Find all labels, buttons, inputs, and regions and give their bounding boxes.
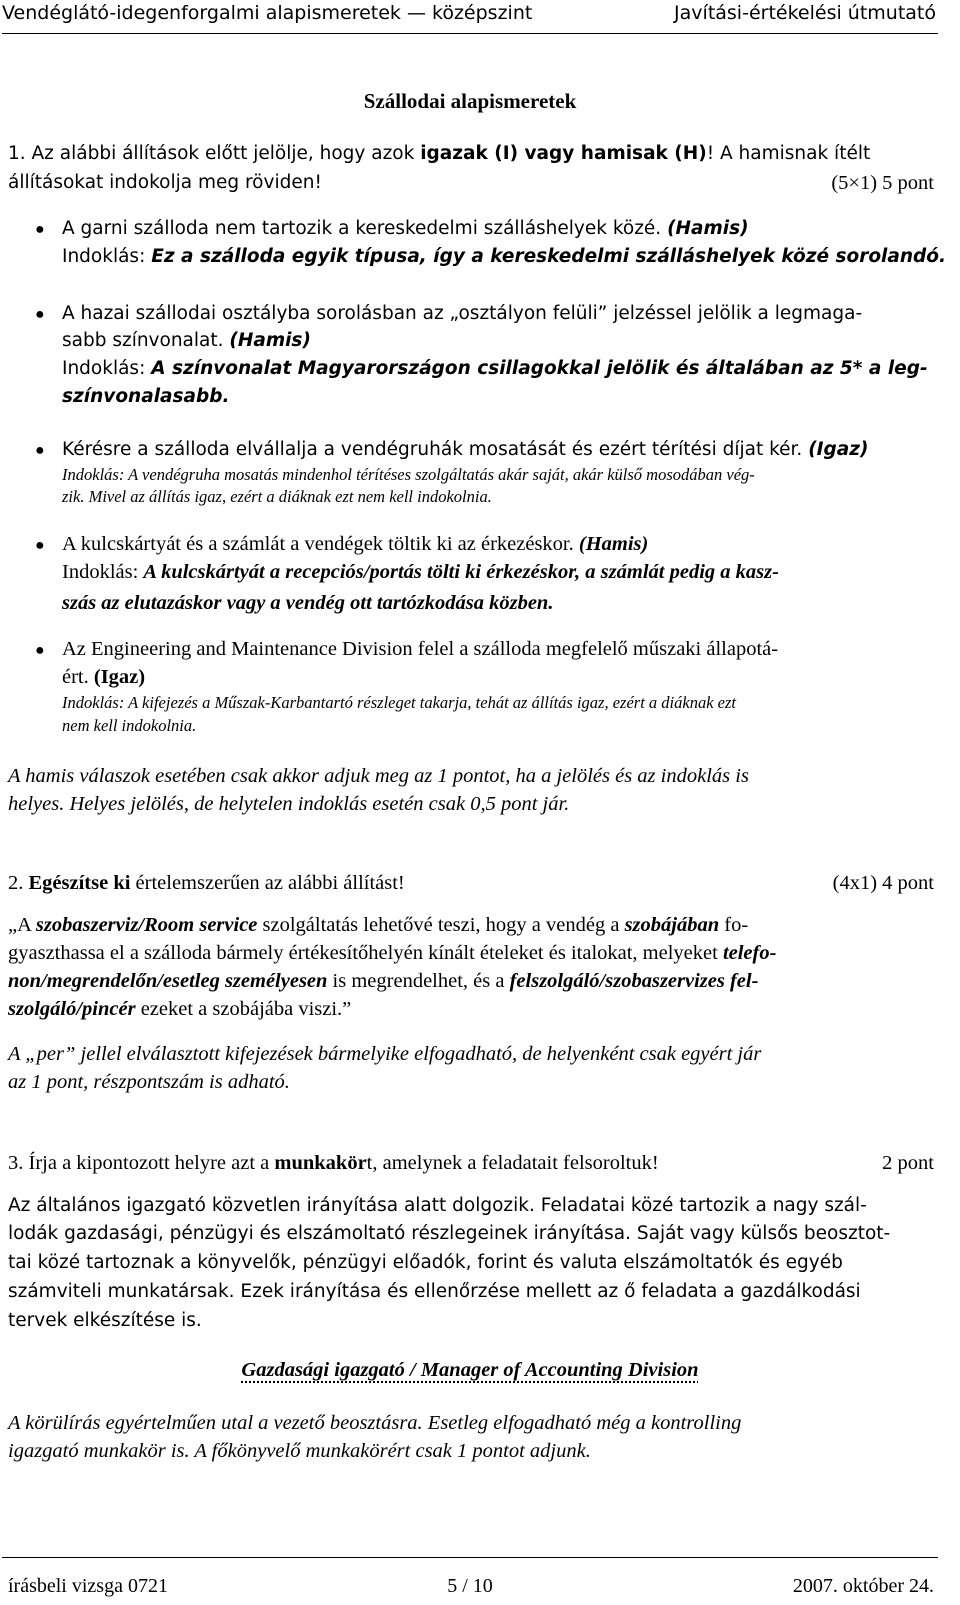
q1-heading-line2: állításokat indokolja meg röviden!: [8, 172, 322, 193]
q2-note: A „per” jellel elválasztott kifejezések bármelyike elfogadható, de helyenként csak egyért jár: [8, 1043, 762, 1065]
footer-left: írásbeli vizsga 0721: [8, 1575, 168, 1597]
header-right: Javítási-értékelési útmutató: [674, 2, 936, 24]
q2-paragraph-line1: „A szobaszerviz/Room service szolgáltatás lehetővé teszi, hogy a vendég a szobájában fo-: [8, 914, 749, 936]
bullet-icon: ●: [35, 306, 45, 323]
q1-item1-reason: Indoklás: Ez a szálloda egyik típusa, így a kereskedelmi szálláshelyek közé sorolandó.: [62, 246, 947, 267]
q2-note-cont: az 1 pont, részpontszám is adható.: [8, 1071, 290, 1093]
q1-item1-statement: A garni szálloda nem tartozik a kereskedelmi szálláshelyek közé. (Hamis): [62, 218, 749, 239]
footer-rule: [2, 1557, 938, 1558]
q1-item4-statement: A kulcskártyát és a számlát a vendégek töltik ki az érkezéskor. (Hamis): [62, 533, 649, 555]
page-header: [0, 0, 940, 36]
bullet-icon: ●: [35, 642, 45, 659]
q1-note-cont: helyes. Helyes jelölés, de helytelen indoklás esetén csak 0,5 pont jár.: [8, 793, 570, 815]
header-left: Vendéglátó-idegenforgalmi alapismeretek — középszint: [2, 2, 533, 24]
q2-heading: 2. Egészítse ki értelemszerűen az alábbi állítást!: [8, 872, 405, 894]
q1-item5-reason: Indoklás: A kifejezés a Műszak-Karbantartó részleget takarja, tehát az állítás igaz, ezért a diáknak ezt: [62, 693, 736, 712]
q1-item3-reason: Indoklás: A vendégruha mosatás mindenhol térítéses szolgáltatás akár saját, akár külső mosodában vég-: [62, 465, 755, 484]
q3-heading: 3. Írja a kipontozott helyre azt a munkakört, amelynek a feladatait felsoroltuk!: [8, 1152, 659, 1174]
q1-item2-statement-cont: sabb színvonalat. (Hamis): [62, 330, 311, 351]
q1-item5-statement-cont: ért. (Igaz): [62, 666, 146, 688]
q3-text-line: számviteli munkatársak. Ezek irányítása és ellenőrzése mellett az ő feladata a gazdálkodási: [8, 1281, 861, 1302]
footer-date: 2007. október 24.: [792, 1575, 934, 1597]
q3-note-cont: igazgató munkakör is. A főkönyvelő munkakörért csak 1 pontot adjunk.: [8, 1440, 591, 1462]
q1-item5-reason-cont: nem kell indokolnia.: [62, 716, 197, 735]
q1-item2-reason: Indoklás: A színvonalat Magyarországon csillagokkal jelölik és általában az 5* a leg-: [62, 358, 928, 379]
footer-page-number: 5 / 10: [447, 1575, 493, 1597]
q3-text-line: tervek elkészítése is.: [8, 1310, 202, 1331]
header-rule: [2, 33, 938, 34]
q2-paragraph-line3: non/megrendelőn/esetleg személyesen is megrendelhet, és a felszolgáló/szobaszervizes fel-: [8, 970, 759, 992]
bullet-icon: ●: [35, 221, 45, 238]
q3-note: A körülírás egyértelműen utal a vezető beosztásra. Esetleg elfogadható még a kontrolling: [8, 1412, 742, 1434]
q1-item4-reason: Indoklás: A kulcskártyát a recepciós/portás tölti ki érkezéskor, a számlát pedig a kasz-: [62, 561, 779, 583]
bullet-icon: ●: [35, 537, 45, 554]
q1-heading: 1. Az alábbi állítások előtt jelölje, hogy azok igazak (I) vagy hamisak (H)! A hamisnak ítélt: [8, 143, 871, 164]
q1-item4-reason-cont: szás az elutazáskor vagy a vendég ott tartózkodása közben.: [62, 592, 554, 614]
q1-note: A hamis válaszok esetében csak akkor adjuk meg az 1 pontot, ha a jelölés és az indoklás is: [8, 765, 749, 787]
q1-item2-statement: A hazai szállodai osztályba sorolásban az „osztályon felüli” jelzéssel jelölik a legmaga-: [62, 303, 863, 324]
q3-text-line: Az általános igazgató közvetlen irányítása alatt dolgozik. Feladatai közé tartozik a nagy szál-: [8, 1195, 867, 1216]
q1-item2-reason-cont: színvonalasabb.: [62, 386, 230, 407]
q3-text-line: lodák gazdasági, pénzügyi és elszámoltató részlegeinek irányítása. Saját vagy külsős beosztot-: [8, 1223, 891, 1244]
q3-answer: Gazdasági igazgató / Manager of Accounting Division: [241, 1359, 699, 1381]
q3-text-line: tai közé tartoznak a könyvelők, pénzügyi előadók, forint és valuta elszámoltatók és egyéb: [8, 1252, 843, 1273]
q1-points: (5×1) 5 pont: [831, 172, 934, 194]
q1-item5-statement: Az Engineering and Maintenance Division felel a szálloda megfelelő műszaki állapotá-: [62, 638, 779, 660]
section-title: Szállodai alapismeretek: [363, 89, 577, 113]
q2-paragraph-line4: szolgáló/pincér ezeket a szobájába viszi.”: [8, 998, 352, 1020]
q1-item3-statement: Kérésre a szálloda elvállalja a vendégruhák mosatását és ezért térítési díjat kér. (Igaz): [62, 439, 869, 460]
q1-item3-reason-cont: zik. Mivel az állítás igaz, ezért a diáknak ezt nem kell indokolnia.: [62, 487, 492, 506]
q2-paragraph-line2: gyaszthassa el a szálloda bármely értékesítőhelyén kínált ételeket és italokat, melyeket telefo-: [8, 942, 777, 964]
q2-points: (4x1) 4 pont: [832, 872, 934, 894]
bullet-icon: ●: [35, 442, 45, 459]
q3-points: 2 pont: [882, 1152, 934, 1174]
